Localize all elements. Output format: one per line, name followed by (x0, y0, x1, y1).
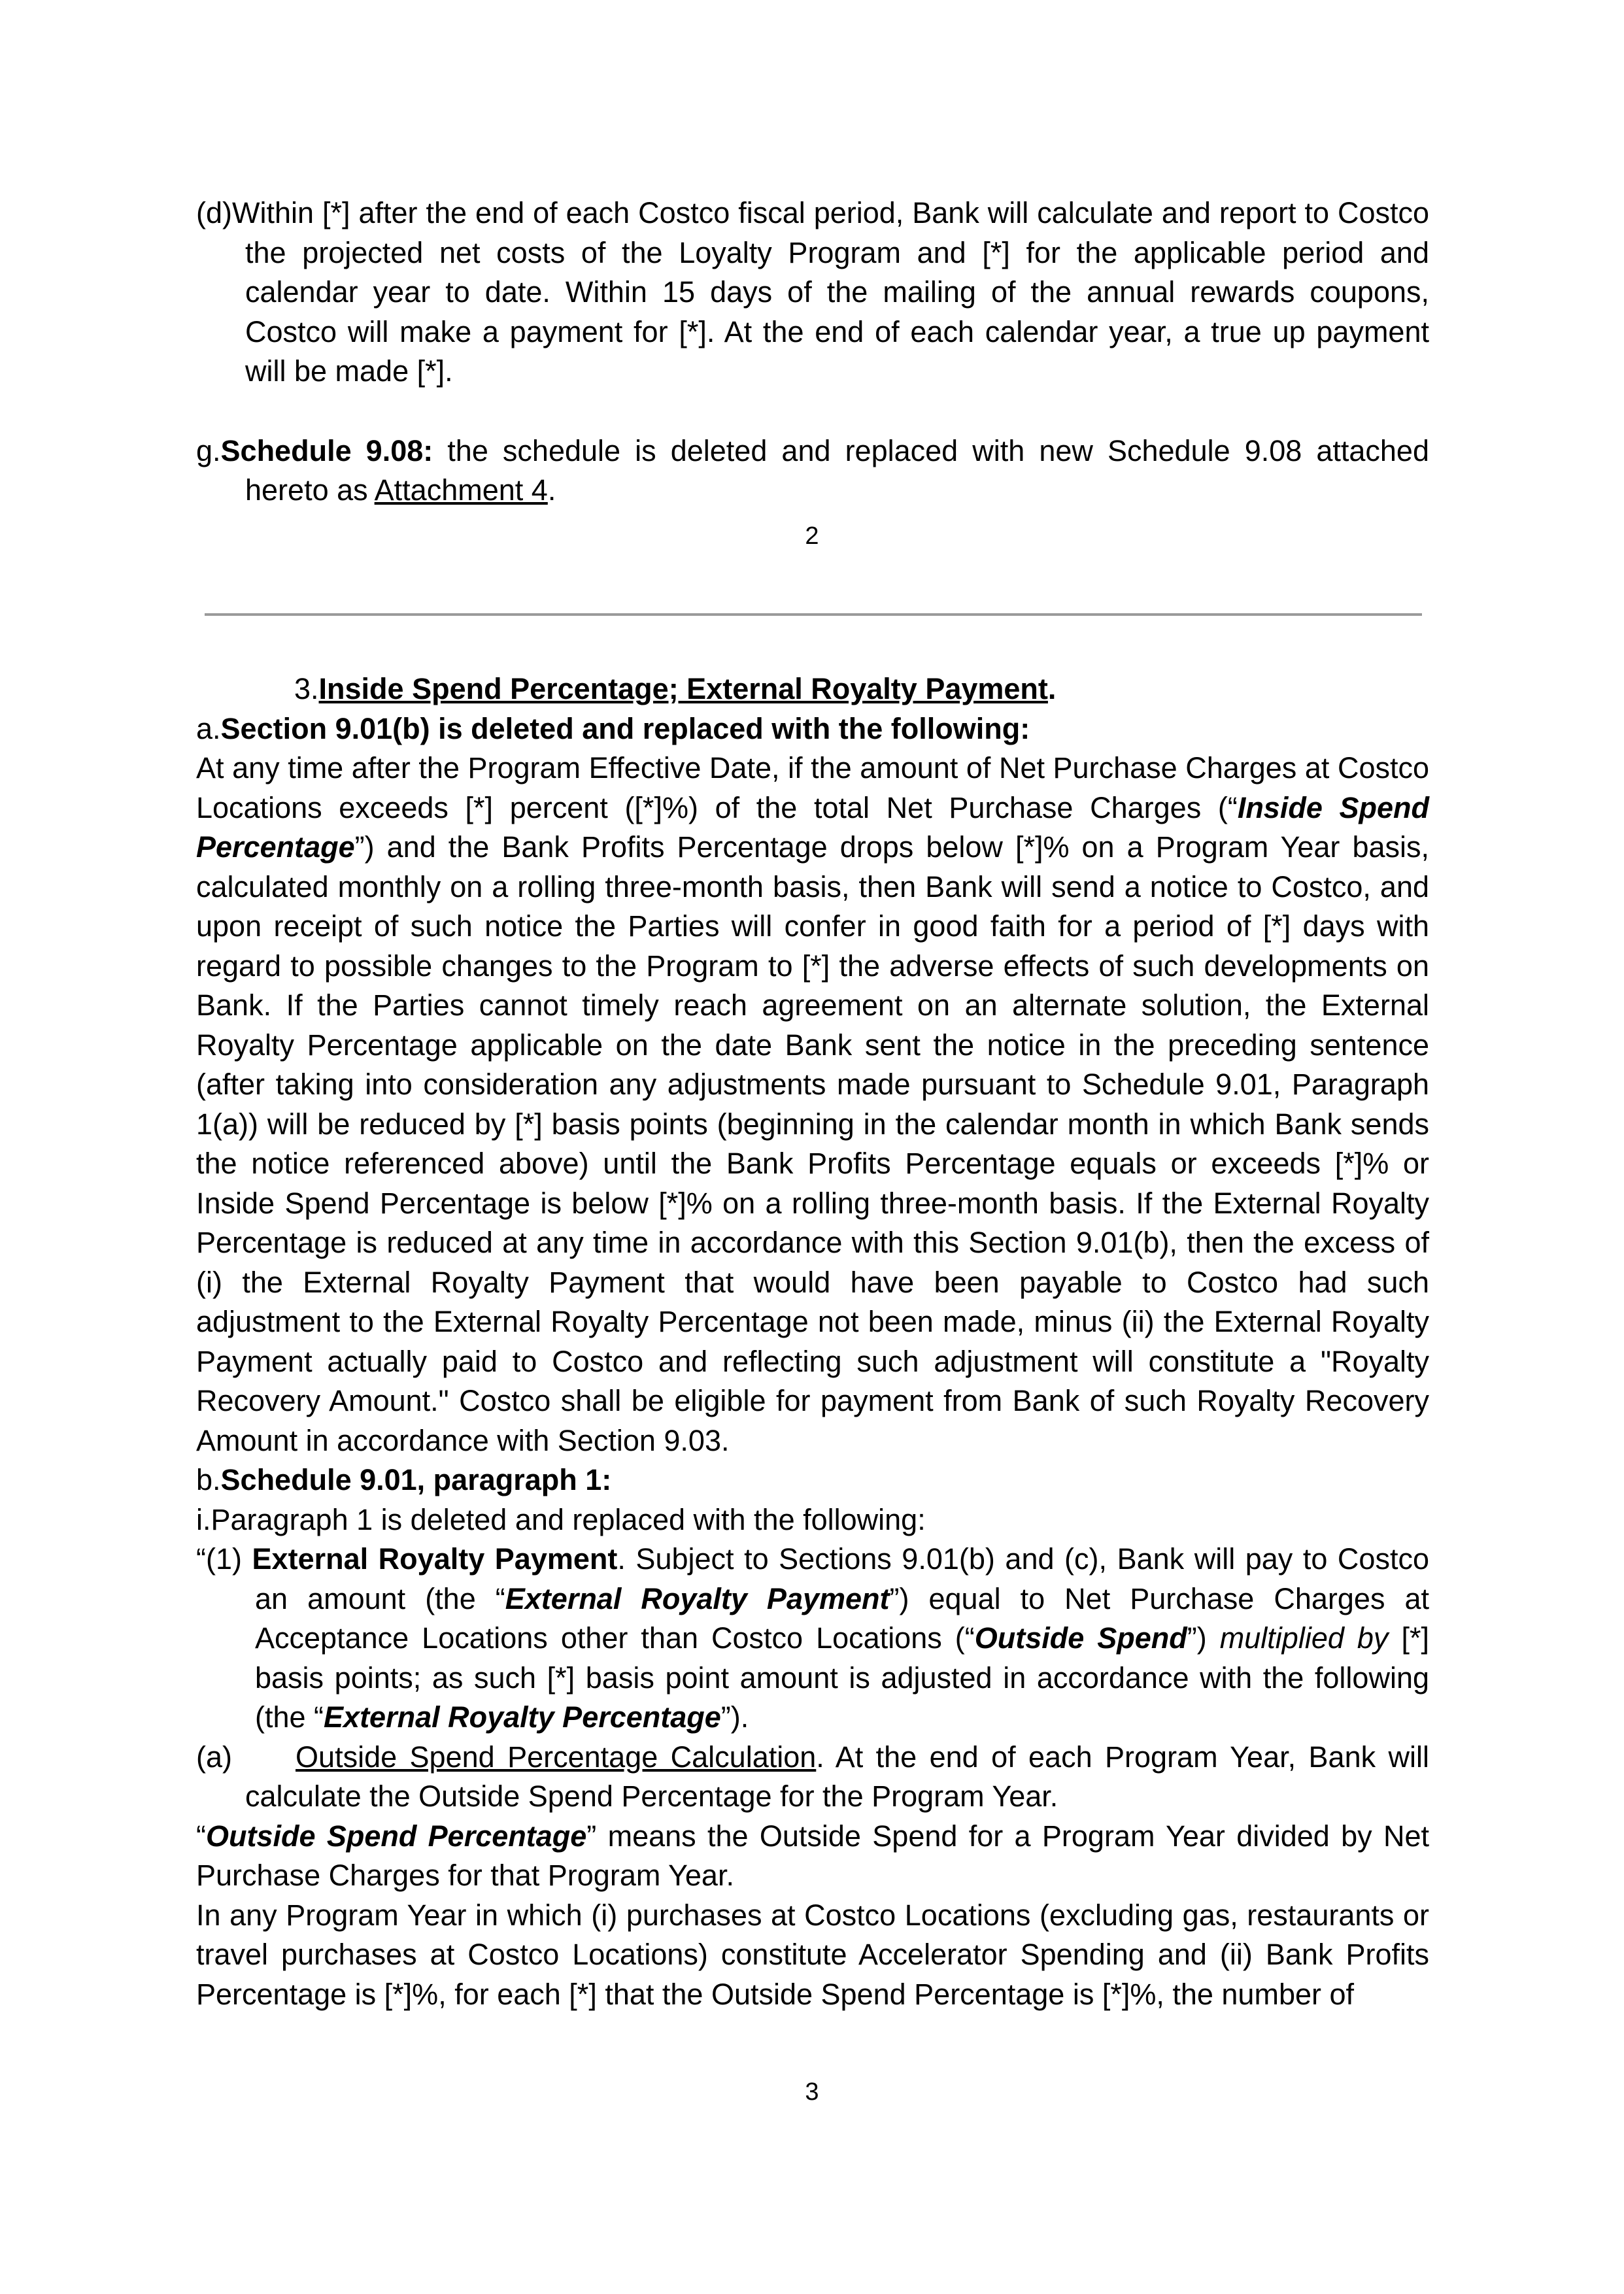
item-a-heading (196, 709, 1429, 749)
sub-a-prefix: (a) (196, 1740, 296, 1774)
external-royalty-paragraph (196, 1540, 1429, 1738)
outside-spend-definition (196, 1817, 1429, 1896)
item-a-prefix: a. (196, 711, 221, 745)
sub-a-text: . At the end of each Program Year, Bank will calculate the Outside Spend Percentage for the Program Year. (245, 1740, 1429, 1813)
section-3-title: Inside Spend Percentage; External Royalty Payment (318, 672, 1048, 705)
section-3-number: 3. (294, 672, 319, 705)
item-g-text: the schedule is deleted and replaced with new Schedule 9.08 attached hereto as (245, 433, 1429, 507)
item-g-prefix: g. (196, 433, 221, 467)
item-d-paragraph: (d)Within [*] after the end of each Costco fiscal period, Bank will calculate and report to Costco the projected net costs of the Loyalty Program and [*] for the applicable period and calendar year to date. Within 15 days of the mailing of the annual rewards coupons, Costco will make a payment for [*]. At the end of each calendar year, a true up payment will be made [*]. (196, 196, 1429, 388)
definition-open-quote: “ (196, 1819, 206, 1853)
section-901b-paragraph (196, 749, 1429, 1460)
inside-spend-term: Inside Spend Percentage (196, 790, 1429, 864)
attachment-4-link[interactable]: Attachment 4 (374, 473, 548, 507)
item-i-line: i.Paragraph 1 is deleted and replaced with the following: (196, 1502, 926, 1536)
program-year-paragraph: In any Program Year in which (i) purchases at Costco Locations (excluding gas, restaurants or travel purchases at Costco Locations) constitute Accelerator Spending and (ii) Bank Profits Percentage is [*]%, for each [*] that the Outside Spend Percentage is [*]%, the number of (196, 1898, 1429, 2011)
page-number-3: 3 (805, 2078, 819, 2106)
external-royalty-percentage-term: External Royalty Percentage (324, 1700, 721, 1734)
para1-part-a: At any time after the Program Effective Date, if the amount of Net Purchase Charges at Costco Locations exceeds [*] percent ([*]%) of the total Net Purchase Charges (“ (196, 751, 1429, 824)
item-g-heading: Schedule 9.08: (220, 433, 433, 467)
para1-part-b: ”) and the Bank Profits Percentage drops below [*]% on a Program Year basis, calculated monthly on a rolling three-month basis, then Bank will send a notice to Costco, and upon receipt of such notice the Parties will confer in good faith for a period of [*] days with regard to possible changes to the Program to [*] the adverse effects of such developments on Bank. If the Parties cannot timely reach agreement on an alternate solution, the External Royalty Percentage applicable on the date Bank sent the notice in the preceding sentence (after taking into consideration any adjustments made pursuant to Schedule 9.01, Paragraph 1(a)) will be reduced by [*] basis points (beginning in the calendar month in which Bank sends the notice referenced above) until the Bank Profits Percentage equals or exceeds [*]% or Inside Spend Percentage is below [*]% on a rolling three-month basis. If the External Royalty Percentage is reduced at any time in accordance with this Section 9.01(b), then the excess of (i) the External Royalty Payment that would have been payable to Costco had such adjustment to the External Royalty Percentage not been made, minus (ii) the External Royalty Payment actually paid to Costco and reflecting such adjustment will constitute a "Royalty Recovery Amount." Costco shall be eligible for payment from Bank of such Royalty Recovery Amount in accordance with Section 9.03. (196, 830, 1429, 1457)
quote-text-1: . Subject to Sections 9.01(b) and (c), Bank will pay to Costco an amount (the “ (255, 1542, 1429, 1615)
item-b-title: Schedule 9.01, paragraph 1: (220, 1463, 612, 1496)
page-3-section (196, 669, 1429, 2014)
section-3-heading (196, 669, 1429, 709)
sub-a-title: Outside Spend Percentage Calculation (296, 1740, 817, 1774)
page-divider (205, 613, 1422, 616)
item-g-paragraph (196, 431, 1429, 511)
sub-a-paragraph (196, 1738, 1429, 1817)
multiplied-by-text: multiplied by (1219, 1621, 1389, 1655)
outside-spend-term: Outside Spend (974, 1621, 1187, 1655)
definition-text: ” means the Outside Spend for a Program Year divided by Net Purchase Charges for that Program Year. (196, 1819, 1429, 1892)
item-b-heading (196, 1460, 1429, 1500)
external-royalty-payment-term: External Royalty Payment (505, 1581, 890, 1615)
outside-spend-percentage-term: Outside Spend Percentage (206, 1819, 587, 1853)
quote-text-4: [*] basis points; as such [*] basis point amount is adjusted in accordance with the following (the “ (255, 1621, 1429, 1734)
quote-text-2: ”) equal to Net Purchase Charges at Acceptance Locations other than Costco Locations (“ (255, 1581, 1429, 1655)
page-2-section (196, 194, 1429, 511)
section-3-heading-end: . (1047, 672, 1057, 705)
quote-open: “(1) (196, 1542, 252, 1576)
quote-text-5: ”). (720, 1700, 749, 1734)
quote-text-3: ”) (1187, 1621, 1220, 1655)
item-g-end: . (547, 473, 556, 507)
external-royalty-heading: External Royalty Payment (252, 1542, 618, 1576)
item-a-title: Section 9.01(b) is deleted and replaced with the following: (220, 711, 1030, 745)
page-number-2: 2 (805, 522, 819, 550)
item-b-prefix: b. (196, 1463, 221, 1496)
